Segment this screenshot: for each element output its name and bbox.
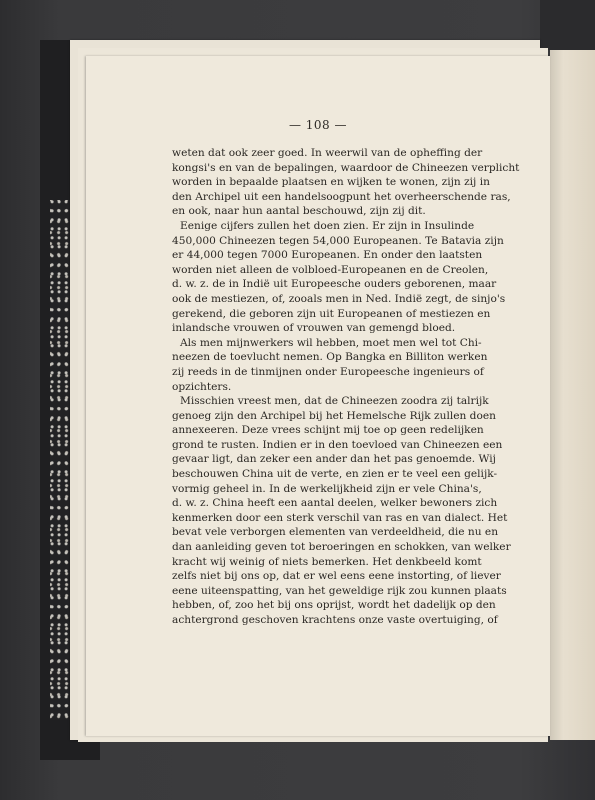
text-line: gevaar ligt, dan zeker een ander dan het pas genoemde. Wij: [172, 453, 496, 466]
text-line: beschouwen China uit de verte, en zien er te veel een gelijk-: [172, 468, 498, 481]
text-line: den Archipel uit een handelsoogpunt het overheerschende ras,: [172, 190, 511, 203]
text-line: opzichters.: [172, 380, 232, 393]
text-line: neezen de toevlucht nemen. Op Bangka en Billiton werken: [172, 351, 488, 364]
text-line: eene uiteenspatting, van het geweldige rijk zou kunnen plaats: [172, 584, 507, 597]
text-line: 450,000 Chineezen tegen 54,000 Europeanen. Te Batavia zijn: [172, 234, 504, 247]
text-line: achtergrond geschoven krachtens onze vaste overtuiging, of: [172, 614, 498, 626]
text-line: kenmerken door een sterk verschil van ras en van dialect. Het: [172, 511, 508, 524]
text-line: worden niet alleen de volbloed-Europeanen en de Creolen,: [172, 263, 489, 276]
text-line: annexeeren. Deze vrees schijnt mij toe op geen redelijken: [172, 424, 484, 437]
text-line: zelfs niet bij ons op, dat er wel eens eene instorting, of liever: [172, 570, 501, 583]
page-number: — 108 —: [288, 118, 348, 132]
text-line: inlandsche vrouwen of vrouwen van gemengd bloed.: [172, 322, 456, 335]
text-line: Misschien vreest men, dat de Chineezen zoodra zij talrijk: [180, 395, 489, 408]
text-line: d. w. z. China heeft een aantal deelen, welker bewoners zich: [172, 497, 498, 510]
text-line: Eenige cijfers zullen het doen zien. Er zijn in Insulinde: [180, 219, 475, 232]
text-line: bevat vele verborgen elementen van verdeeldheid, die nu en: [172, 526, 499, 539]
facing-page-edge: [550, 50, 595, 740]
text-line: genoeg zijn den Archipel bij het Hemelsche Rijk zullen doen: [172, 409, 496, 422]
text-line: zij reeds in de tinmijnen onder Europeesche ingenieurs of: [172, 365, 484, 378]
text-line: vormig geheel in. In de werkelijkheid zijn er vele China's,: [172, 482, 482, 495]
text-line: gerekend, die geboren zijn uit Europeanen of mestiezen en: [172, 307, 491, 320]
text-line: hebben, of, zoo het bij ons oprijst, wordt het dadelijk op den: [172, 599, 496, 612]
text-line: Als men mijnwerkers wil hebben, moet men wel tot Chi-: [180, 336, 482, 349]
text-line: kongsi's en van de bepalingen, waardoor de Chineezen verplicht: [172, 161, 520, 174]
text-line: er 44,000 tegen 7000 Europeanen. En onder den laatsten: [172, 249, 483, 262]
text-line: en ook, naar hun aantal beschouwd, zijn zij dit.: [172, 205, 426, 218]
book-page: [86, 56, 550, 736]
text-line: worden in bepaalde plaatsen en wijken te wonen, zijn zij in: [172, 176, 490, 189]
text-line: ook de mestiezen, of, zooals men in Ned. Indië zegt, de sinjo's: [172, 292, 506, 305]
text-line: dan aanleiding geven tot beroeringen en schokken, van welker: [172, 541, 511, 554]
text-line: weten dat ook zeer goed. In weerwil van de opheffing der: [172, 147, 483, 159]
text-line: grond te rusten. Indien er in den toevloed van Chineezen een: [172, 438, 503, 451]
text-line: kracht wij weinig of niets bemerken. Het denkbeeld komt: [172, 555, 482, 568]
text-line: d. w. z. de in Indië uit Europeesche ouders geborenen, maar: [172, 278, 497, 291]
body-text: [172, 146, 520, 628]
book-cover-edge: [540, 0, 595, 50]
